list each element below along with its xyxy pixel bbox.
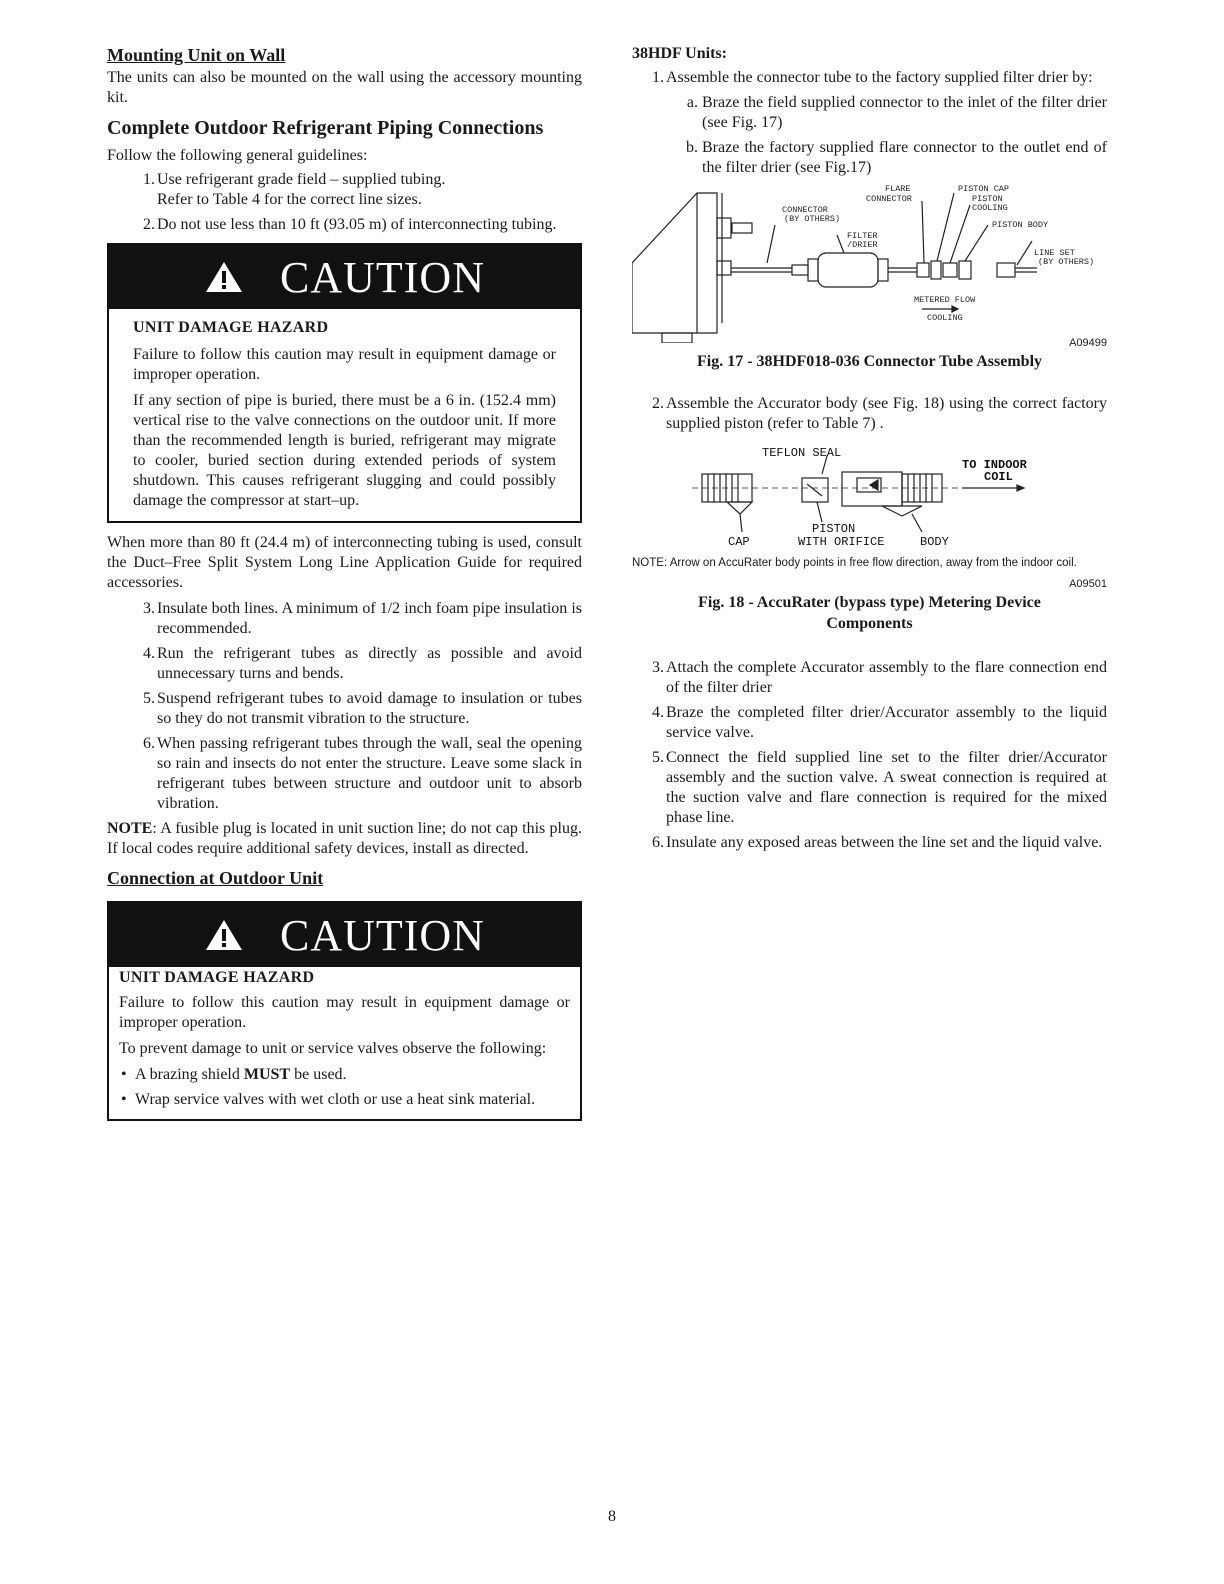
longline-text: When more than 80 ft (24.4 m) of interconnecting tubing is used, consult the Duct–Free Split System Long Line Application Guide for required accessories. — [107, 534, 582, 591]
fig-label: (BY OTHERS) — [784, 214, 841, 224]
list-item: a. Braze the field supplied connector to the inlet of the filter drier (see Fig. 17) — [686, 94, 1107, 131]
fig-label: BODY — [920, 535, 949, 549]
caution-text: Failure to follow this caution may result in equipment damage or improper operation. — [133, 346, 556, 383]
steps-list-right-1 — [632, 68, 1107, 88]
fig17-diagram — [632, 183, 1107, 343]
fig-label: CAP — [728, 535, 750, 549]
list-item: • A brazing shield MUST be used. — [119, 1065, 570, 1085]
caution-banner — [109, 903, 580, 967]
steps-list-b — [107, 599, 582, 814]
left-column — [107, 44, 582, 1121]
list-item: 2. Assemble the Accurator body (see Fig. 18) using the correct factory supplied piston (refer to Table 7) . — [652, 395, 1107, 432]
caution-banner — [109, 245, 580, 309]
units-heading: 38HDF Units: — [632, 45, 727, 62]
caution-title: CAUTION — [280, 910, 485, 960]
fig17-caption: Fig. 17 - 38HDF018-036 Connector Tube Assembly — [696, 353, 1043, 370]
steps-list-a — [107, 170, 582, 235]
list-item: 3. Insulate both lines. A minimum of 1/2 inch foam pipe insulation is recommended. — [143, 600, 582, 637]
guidelines-intro: Follow the following general guidelines: — [107, 147, 368, 164]
caution-text: Failure to follow this caution may result in equipment damage or improper operation. — [119, 994, 570, 1031]
fig18-code: A09501 — [1069, 578, 1107, 590]
substeps-list — [632, 93, 1107, 178]
list-item: • Wrap service valves with wet cloth or use a heat sink material. — [119, 1090, 570, 1110]
fig-label: COOLING — [927, 313, 963, 323]
list-item: 3. Attach the complete Accurator assembly to the flare connection end of the filter drier — [652, 659, 1107, 696]
fig-label: (BY OTHERS) — [1038, 257, 1095, 267]
warning-triangle-icon — [204, 260, 244, 294]
list-item: 6. Insulate any exposed areas between the line set and the liquid valve. — [652, 834, 1103, 851]
fig-label: PISTON — [972, 194, 1003, 204]
fig17-code: A09499 — [1069, 337, 1107, 349]
steps-list-right-2 — [632, 394, 1107, 434]
fig-label: FILTER — [847, 231, 878, 241]
list-item: 4. Braze the completed filter drier/Accurator assembly to the liquid service valve. — [652, 704, 1107, 741]
fig-label: /DRIER — [847, 240, 878, 250]
fig-label: PISTON — [812, 522, 856, 536]
fig-label: METERED FLOW — [914, 295, 976, 305]
list-item: 1. Use refrigerant grade field – supplied tubing. Refer to Table 4 for the correct line sizes. — [143, 171, 446, 208]
mount-text: The units can also be mounted on the wall using the accessory mounting kit. — [107, 69, 582, 106]
fig18-caption-line2: Components — [826, 615, 913, 632]
caution-text: If any section of pipe is buried, there must be a 6 in. (152.4 mm) vertical rise to the valve connections on the outdoor unit. If more than the recommended length is buried, refrigerant may migrate to cooler, buried section during extended periods of system shutdown. This causes refrigerant slugging and could possibly damage the compressor at start–up. — [133, 392, 556, 509]
mount-heading: Mounting Unit on Wall — [107, 45, 286, 65]
fig-label: CONNECTOR — [866, 194, 912, 204]
warning-triangle-icon — [204, 918, 244, 952]
caution-box-1 — [107, 243, 582, 523]
fig-label: WITH ORIFICE — [798, 535, 885, 549]
steps-list-right-3 — [632, 658, 1107, 853]
fig18-note: NOTE: Arrow on AccuRater body points in free flow direction, away from the indoor coil. — [632, 557, 1077, 569]
list-item: 6. When passing refrigerant tubes through the wall, seal the opening so rain and insects do not enter the structure. Leave some slack in refrigerant tubes between structure and outdoor unit to absorb vibration. — [143, 735, 582, 812]
note-paragraph — [107, 819, 582, 859]
fig-label: FLARE — [885, 184, 911, 194]
connection-heading: Connection at Outdoor Unit — [107, 868, 324, 888]
fig-label: COOLING — [972, 203, 1008, 213]
list-item: 4. Run the refrigerant tubes as directly as possible and avoid unnecessary turns and bends. — [143, 645, 582, 682]
right-column — [632, 44, 1107, 858]
fig-label: LINE SET — [1034, 248, 1075, 258]
caution-box-2 — [107, 901, 582, 1121]
fig18-caption-line1: Fig. 18 - AccuRater (bypass type) Metering Device — [698, 594, 1041, 611]
hazard-label: UNIT DAMAGE HAZARD — [119, 969, 315, 986]
hazard-label: UNIT DAMAGE HAZARD — [133, 319, 329, 336]
caution-bullets — [119, 1065, 570, 1110]
caution-title: CAUTION — [280, 252, 485, 302]
fig-label: COIL — [984, 470, 1013, 484]
list-item: b. Braze the factory supplied flare connector to the outlet end of the filter drier (see Fig.17) — [686, 139, 1107, 176]
fig-label: PISTON CAP — [958, 184, 1010, 194]
list-item: 5. Connect the field supplied line set to the filter drier/Accurator assembly and the suction valve. A sweat connection is required at the suction valve and flare connection is required for the mixed phase line. — [652, 749, 1107, 826]
fig-label: TEFLON SEAL — [762, 446, 842, 460]
fig-label: CONNECTOR — [782, 205, 828, 215]
caution-text: To prevent damage to unit or service valves observe the following: — [119, 1040, 547, 1057]
list-item: 1. Assemble the connector tube to the factory supplied filter drier by: — [652, 69, 1093, 86]
list-item: 5. Suspend refrigerant tubes to avoid damage to insulation or tubes so they do not transmit vibration to the structure. — [143, 690, 582, 727]
fig18-diagram — [632, 444, 1107, 554]
note-text: : A fusible plug is located in unit suction line; do not cap this plug. If local codes require additional safety devices, install as directed. — [107, 820, 582, 857]
fig-label: TO INDOOR — [962, 458, 1027, 472]
page-number: 8 — [608, 1508, 616, 1525]
fig-label: PISTON BODY — [992, 220, 1049, 230]
list-item: 2. Do not use less than 10 ft (93.05 m) of interconnecting tubing. — [143, 216, 557, 233]
note-label: NOTE — [107, 820, 153, 837]
piping-heading: Complete Outdoor Refrigerant Piping Connections — [107, 117, 544, 139]
